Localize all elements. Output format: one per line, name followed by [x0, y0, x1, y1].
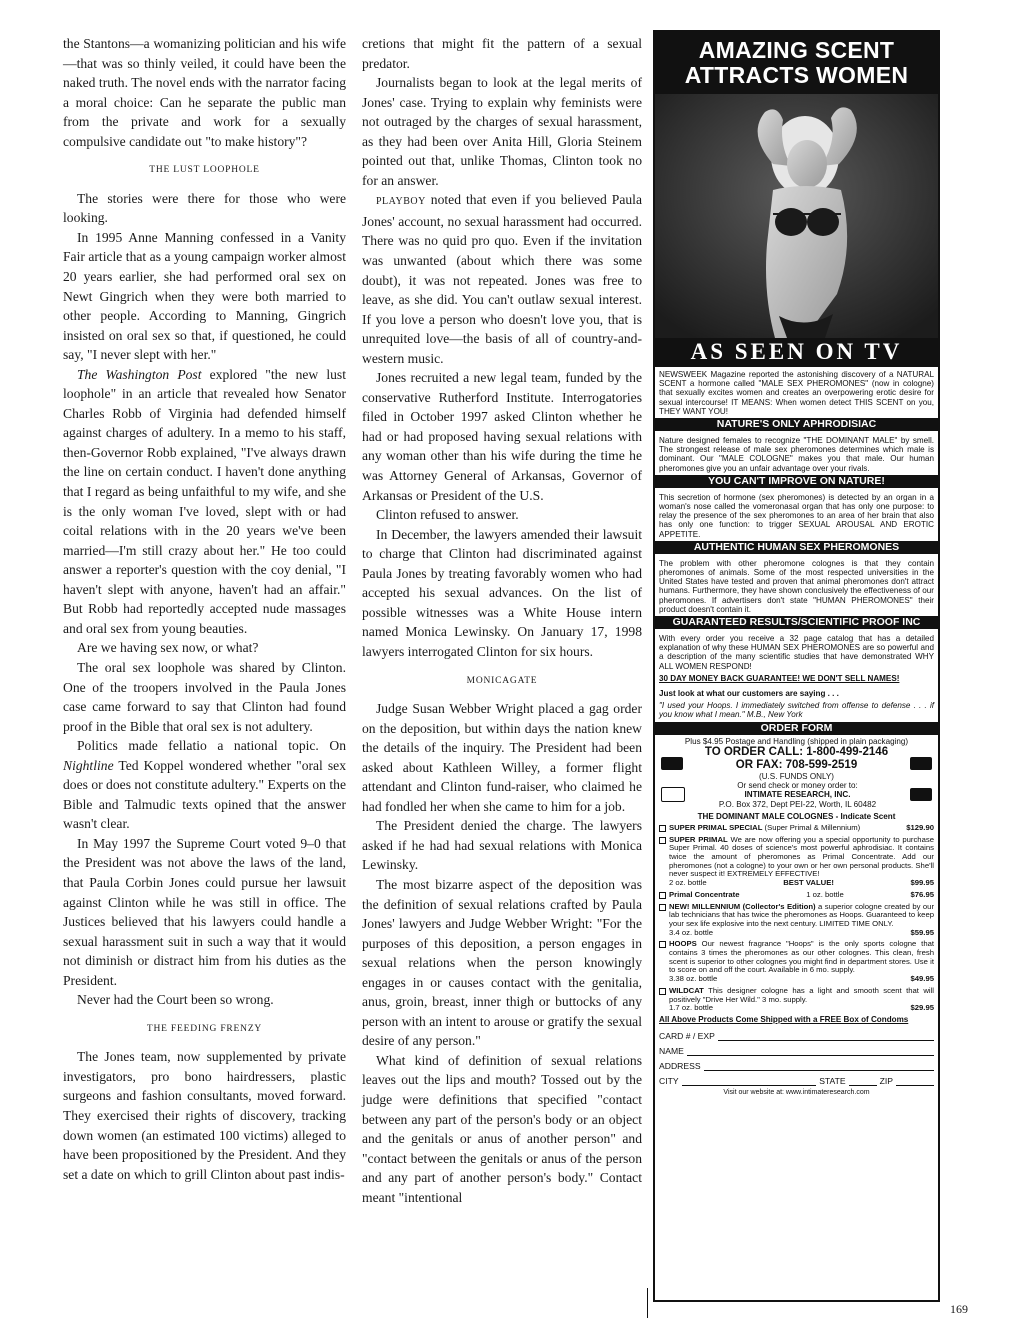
- state-input-line[interactable]: [849, 1076, 877, 1086]
- product-text: [669, 903, 934, 938]
- checkbox[interactable]: [659, 988, 666, 995]
- ad-intro-text: NEWSWEEK Magazine reported the astonishing discovery of a NATURAL SCENT a hormone called "MALE SEX PHEROMONES" (now in cologne) that sexually excites women and creates an overpowering erotic desire for sexual intercourse! IT MEANS: When women detect THIS SCENT on you, THEY WANT YOU!: [659, 370, 934, 416]
- product-price-row: [669, 929, 934, 938]
- check-icon: [661, 787, 685, 802]
- colognes-title: THE DOMINANT MALE COLOGNES - Indicate Scent: [697, 811, 896, 821]
- paragraph: In 1995 Anne Manning confessed in a Vanity Fair article that as a young campaign worker almost 20 years earlier, she had performed oral sex on Newt Gingrich when they were both married to other people. According to Manning, Gingrich insisted on oral sex so that, if questioned, he could say, "I never slept with her.": [63, 229, 346, 363]
- paragraph: Jones recruited a new legal team, funded by the conservative Rutherford Institute. Interrogatories filed in October 1997 asked Clinton whether he had or had proposed having sexual relations with any woman other than his wife during the time he was Attorney General of Arkansas, Governor of Arkansas or President of the U.S.: [362, 370, 642, 503]
- paragraph: [63, 365, 346, 639]
- article-column-middle: [362, 34, 642, 1207]
- funds-note: (U.S. FUNDS ONLY): [759, 771, 834, 781]
- product-price-row: [669, 1004, 934, 1013]
- product-description: Our newest fragrance "Hoops" is the only sports cologne that contains 3 times the pheromones as our other colognes. This clean, fresh scent is superior to other colognes you might find in department stores. Use it to score on and off the court. Available in 6 mo. supply.: [669, 939, 934, 975]
- paragraph: Clinton refused to answer.: [376, 507, 519, 523]
- address-input-line[interactable]: [704, 1061, 934, 1071]
- paragraph: cretions that might fit the pattern of a sexual predator.: [362, 36, 642, 71]
- company-address: P.O. Box 372, Dept PEI-22, Worth, IL 60482: [718, 799, 877, 809]
- ad-section-bar: NATURE'S ONLY APHRODISIAC: [655, 418, 938, 431]
- page-number: 169: [950, 1302, 968, 1316]
- address-field[interactable]: [655, 1056, 938, 1071]
- paragraph-text: Ted Koppel wondered whether "oral sex does or does not constitute adultery." Experts on the Bible and Talmudic texts opined that the answer wasn't clear.: [63, 757, 346, 832]
- field-label: CITY: [659, 1076, 679, 1087]
- city-input-line[interactable]: [682, 1076, 817, 1086]
- company-name: INTIMATE RESEARCH, INC.: [744, 790, 851, 800]
- product-price: $59.95: [910, 927, 934, 937]
- magazine-name: PLAYBOY: [376, 196, 426, 208]
- testimonial: "I used your Hoops. I immediately switched from offense to defense . . . if you know what I mean." M.B., New York: [659, 701, 934, 720]
- publication-title: The Washington Post: [77, 366, 202, 382]
- name-input-line[interactable]: [687, 1046, 934, 1056]
- ad-section-bar: GUARANTEED RESULTS/SCIENTIFIC PROOF INC: [655, 616, 938, 629]
- paragraph-text: explored "the new lust loophole" in an article that revealed how Senator Charles Robb of Virginia had defended himself against charges of adultery. In a memo to his staff, then-Governor Robb explained, "I've always drawn the line on certain conduct. I haven't done anything that I regard as being unfaithful to my wife, and she is the only woman I've loved, slept with or had coital relations with in the 20 years we've been married—I'm still crazy about her." He too could answer a reporter's question with the coy denial, "I haven't slept with anyone, haven't had an affair." But Robb had reportedly accepted nude massages and oral sex from young beauties.: [63, 366, 346, 636]
- paragraph: The stories were there for those who were looking.: [63, 190, 346, 226]
- field-label: CARD # / EXP: [659, 1031, 715, 1042]
- ad-photo: [655, 94, 938, 338]
- product-size: 3.38 oz. bottle: [669, 974, 718, 984]
- product-option[interactable]: [655, 903, 938, 938]
- paragraph: Never had the Court been so wrong.: [77, 992, 274, 1008]
- product-price: $129.90: [906, 822, 934, 832]
- paragraph: What kind of definition of sexual relations leaves out the lips and mouth? Tossed out by the judge were definitions that specified "contact between any part of the person's body or an object and the genitals or anus of another person" and "contact between the genitals or anus of the person and any part of another person's body." Contact meant "intentional: [362, 1052, 642, 1205]
- product-subtitle: (Super Primal & Millennium): [764, 822, 861, 832]
- ad-section-bar: YOU CAN'T IMPROVE ON NATURE!: [655, 475, 938, 488]
- show-title: Nightline: [63, 757, 114, 773]
- product-size: 1 oz. bottle: [806, 889, 844, 899]
- ad-headline-line1: AMAZING SCENT: [698, 37, 895, 63]
- checkbox[interactable]: [659, 941, 666, 948]
- product-description: a superior cologne created by our lab technicians that has twice the pheromones as Hoops. Guaranteed to keep your sex life explosive into the next century. LIMITED TIME ONLY.: [669, 901, 935, 928]
- cologne-advertisement: [653, 30, 940, 1302]
- product-name: HOOPS: [669, 939, 697, 949]
- product-size: 2 oz. bottle: [669, 878, 707, 888]
- mastercard-icon: [661, 757, 683, 770]
- card-input-line[interactable]: [718, 1031, 934, 1041]
- paragraph: [362, 190, 642, 368]
- product-price: $49.95: [910, 974, 934, 984]
- product-text: [669, 940, 934, 984]
- product-option[interactable]: [655, 824, 938, 833]
- paragraph-text: noted that even if you believed Paula Jones' account, no sexual harassment had occurred. There was no quid pro quo. Even if the invitation was unwanted (about which there was some doubt), it was not repeated. Jones was free to leave, as she did. You can't outlaw sexual interest. If you love a person who doesn't love you, that is unrequited love—the basis of all of country-and-western music.: [362, 192, 642, 366]
- zip-input-line[interactable]: [896, 1076, 934, 1086]
- ad-section-text: Nature designed females to recognize "THE DOMINANT MALE" by smell. The strongest release of male sex pheromones determines which male is dominant. Our "MALE COLOGNE" makes you that male. Our human pheromones give you an unfair advantage over your rivals.: [659, 436, 934, 473]
- as-seen-on-tv-banner: AS SEEN ON TV: [655, 338, 938, 367]
- subheading: THE FEEDING FRENZY: [146, 1023, 263, 1034]
- testimonial-lead: Just look at what our customers are saying . . .: [659, 689, 839, 699]
- product-text: [669, 836, 934, 888]
- shipping-note: Plus $4.95 Postage and Handling (shipped in plain packaging): [684, 736, 909, 746]
- mail-order-text: [685, 781, 910, 809]
- order-phone: TO ORDER CALL: 1-800-499-2146: [704, 745, 889, 758]
- article-column-left: [63, 34, 346, 1184]
- subheading: MONICAGATE: [466, 675, 538, 686]
- product-option[interactable]: [655, 891, 938, 900]
- ad-headline-line2: ATTRACTS WOMEN: [684, 62, 909, 88]
- product-option[interactable]: [655, 836, 938, 888]
- order-contact-text: [683, 746, 910, 781]
- paragraph: The most bizarre aspect of the deposition was the definition of sexual relations crafted by Paula Jones' lawyers and Judge Webber Wright: "For the purposes of this deposition, a person engages in sexual relations when the person knowingly engages in or causes contact with the genitalia, anus, groin, breast, inner thigh or buttocks of any person with an intent to arouse or gratify the sexual desire of any person.": [362, 876, 642, 1049]
- product-price: $29.95: [910, 1003, 934, 1013]
- ad-headline: [655, 32, 938, 94]
- product-price-row: [669, 879, 934, 888]
- website-note: Visit our website at: www.intimateresearch.com: [723, 1089, 870, 1097]
- product-name: Primal Concentrate: [669, 889, 740, 899]
- field-label: NAME: [659, 1046, 684, 1057]
- subheading: THE LUST LOOPHOLE: [149, 165, 260, 176]
- column-rule: [647, 1288, 648, 1318]
- product-badge: BEST VALUE!: [783, 878, 834, 888]
- paragraph: [63, 736, 346, 834]
- free-gift-note: All Above Products Come Shipped with a FREE Box of Condoms: [659, 1014, 909, 1024]
- checkbox[interactable]: [659, 892, 666, 899]
- check-instruction: Or send check or money order to:: [737, 781, 858, 791]
- paragraph: the Stantons—a womanizing politician and his wife—that was so thinly veiled, it could have been the naked truth. The novel ends with the narrator facing a moral choice: Can he separate the public man from the private and work for a sexually compulsive candidate out "to make history"?: [63, 36, 346, 149]
- city-state-zip-field[interactable]: [655, 1071, 938, 1086]
- product-line: [669, 891, 934, 900]
- product-size: 3.4 oz. bottle: [669, 927, 714, 937]
- product-line: [669, 824, 934, 833]
- product-name: SUPER PRIMAL: [669, 834, 728, 844]
- product-description: This designer cologne has a light and smooth scent that will positively "Drive Her Wild." 3 mo. supply.: [669, 985, 935, 1004]
- product-name: NEW! MILLENNIUM (Collector's Edition): [669, 901, 816, 911]
- mail-order-block: [655, 781, 938, 809]
- paragraph: Are we having sex now, or what?: [77, 640, 259, 656]
- product-option[interactable]: [655, 940, 938, 984]
- checkbox[interactable]: [659, 904, 666, 911]
- product-text: [669, 987, 934, 1013]
- guarantee-line: 30 DAY MONEY BACK GUARANTEE! WE DON'T SELL NAMES!: [659, 673, 900, 683]
- product-option[interactable]: [655, 987, 938, 1013]
- product-name: SUPER PRIMAL SPECIAL: [669, 822, 763, 832]
- paragraph: The Jones team, now supplemented by private investigators, pro bono hairdressers, plastic surgeons and fashion consultants, moved forward. They exercised their rights of discovery, tracking down women (an estimated 100 victims) alleged to have been propositioned by the President. And they set a date on which to grill Clinton about past indis-: [63, 1049, 346, 1182]
- field-label: ADDRESS: [659, 1061, 701, 1072]
- visa-icon: [910, 757, 932, 770]
- ad-section-text: With every order you receive a 32 page catalog that has a detailed explanation of why these HUMAN SEX PHEROMONES are so powerful and a description of the many scientific studies that have demonstrated WHY ALL WOMEN RESPOND!: [659, 634, 934, 671]
- paragraph: In May 1997 the Supreme Court voted 9–0 that the President was not above the laws of the land, that Paula Corbin Jones could pursue her lawsuit against Clinton while he was still in office. The Justices believed that his lawyers could handle a sexual harassment suit in such a way that it would not diminish or distract him from his duties as the President.: [63, 835, 346, 988]
- amex-icon: [910, 788, 932, 801]
- ad-section-bar: AUTHENTIC HUMAN SEX PHEROMONES: [655, 541, 938, 554]
- field-label: ZIP: [879, 1076, 893, 1087]
- order-contact-block: [655, 746, 938, 781]
- ad-section-text: The problem with other pheromone colognes is that they contain pheromones of animals. Some of the most respected universities in the United States have tested and proven that animal pheromones don't attract humans. Furthermore, they have shown conclusively the effectiveness of our pheromones. If advertisers don't state "HUMAN PHEROMONES" their product doesn't contain it.: [659, 558, 934, 614]
- checkbox[interactable]: [659, 837, 666, 844]
- product-price: $76.95: [910, 889, 934, 899]
- card-field[interactable]: [655, 1026, 938, 1041]
- model-photo-illustration: [655, 94, 938, 338]
- ad-section-text: This secretion of hormone (sex pheromones) is detected by an organ in a woman's nose called the vomeronasal organ that has only one purpose: to relay the presence of the sex pheromones to an area of her brain that also has only one function: to trigger SEXUAL AROUSAL AND EROTIC APPETITE.: [659, 492, 934, 539]
- paragraph: Journalists began to look at the legal merits of Jones' case. Trying to explain why feminists were not outraged by the charges of sexual harassment, as they had been over Anita Hill, Gloria Steinem pointed out that, unlike Thomas, Clinton took no for an answer.: [362, 75, 642, 188]
- paragraph: The oral sex loophole was shared by Clinton. One of the troopers involved in the Paula Jones case came forward to say that Clinton had found proof in the Bible that oral sex is not adultery.: [63, 659, 346, 734]
- name-field[interactable]: [655, 1041, 938, 1056]
- field-label: STATE: [819, 1076, 846, 1087]
- product-description: We are now offering you a special opportunity to purchase Super Primal. 40 doses of science's most powerful aphrodisiac. It contains twice the amount of pheromones as Primal Concentrate. Add our pheromones (not a cologne) to your own or her own personal products. She'll never suspect it! EXTREMELY EFFECTIVE!: [669, 834, 934, 879]
- paragraph-text: Politics made fellatio a national topic. On: [77, 738, 346, 754]
- paragraph: Judge Susan Webber Wright placed a gag order on the deposition, but within days the nation knew the details of the inquiry. The President had been asked about Kathleen Willey, a former flight attendant and Clinton fund-raiser, who claimed he had fondled her when she came to him for a job.: [362, 701, 642, 814]
- paragraph: The President denied the charge. The lawyers asked if he had had sexual relations with Monica Lewinsky.: [362, 818, 642, 873]
- product-size: 1.7 oz. bottle: [669, 1003, 714, 1013]
- order-fax: OR FAX: 708-599-2519: [735, 758, 858, 771]
- product-price-row: [669, 975, 934, 984]
- paragraph: In December, the lawyers amended their lawsuit to charge that Clinton had discriminated against Paula Jones by treating favorably women who had accepted his sexual advances. On the list of possible witnesses was a White House intern named Monica Lewinsky. On January 17, 1998 lawyers interrogated Clinton for six hours.: [362, 526, 642, 659]
- checkbox[interactable]: [659, 825, 666, 832]
- product-price: $99.95: [910, 878, 934, 888]
- order-form-bar: ORDER FORM: [655, 722, 938, 735]
- product-name: WILDCAT: [669, 985, 704, 995]
